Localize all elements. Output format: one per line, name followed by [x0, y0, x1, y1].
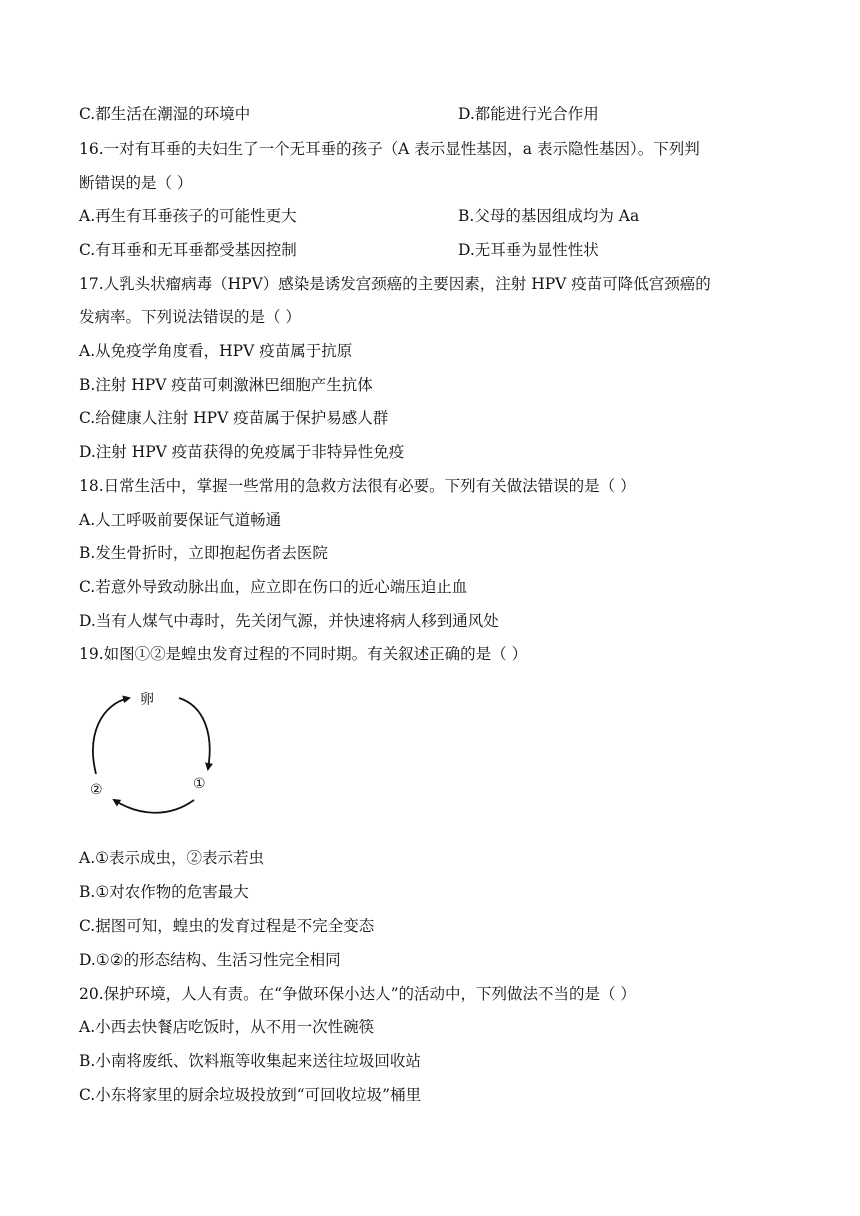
label-egg: 卵: [140, 692, 154, 708]
q16-option-a: A.再生有耳垂孩子的可能性更大: [79, 207, 297, 225]
q19-option-d: D.①②的形态结构、生活习性完全相同: [79, 951, 341, 969]
arrow-stage1-to-stage2: [114, 800, 194, 813]
q16-option-row1: [79, 206, 640, 226]
q18-option-b: B.发生骨折时，立即抱起伤者去医院: [79, 544, 328, 562]
label-stage1: ①: [193, 776, 206, 792]
q17-option-b: B.注射 HPV 疫苗可刺激淋巴细胞产生抗体: [79, 376, 373, 394]
q19-stem: 19.如图①②是蝗虫发育过程的不同时期。有关叙述正确的是（ ）: [79, 645, 528, 663]
q16-stem-line1: 16.一对有耳垂的夫妇生了一个无耳垂的孩子（A 表示显性基因，a 表示隐性基因）。下列判: [79, 140, 700, 158]
q18-stem: 18.日常生活中，掌握一些常用的急救方法很有必要。下列有关做法错误的是（ ）: [79, 477, 636, 495]
arrow-egg-to-stage1: [179, 698, 210, 769]
q20-option-a: A.小西去快餐店吃饭时，从不用一次性碗筷: [79, 1018, 375, 1036]
q20-stem: 20.保护环境，人人有责。在“争做环保小达人”的活动中，下列做法不当的是（ ）: [79, 985, 636, 1003]
label-stage2: ②: [90, 782, 103, 798]
q17-stem-line1: 17.人乳头状瘤病毒（HPV）感染是诱发宫颈癌的主要因素，注射 HPV 疫苗可降低宫颈癌的: [79, 275, 711, 293]
locust-life-cycle-diagram: [84, 684, 224, 814]
q17-stem-line2: 发病率。下列说法错误的是（ ）: [79, 308, 301, 326]
q19-option-c: C.据图可知，蝗虫的发育过程是不完全变态: [79, 917, 375, 935]
q15-option-row: [79, 104, 599, 124]
q18-option-a: A.人工呼吸前要保证气道畅通: [79, 511, 282, 529]
q17-option-c: C.给健康人注射 HPV 疫苗属于保护易感人群: [79, 409, 389, 427]
q20-option-b: B.小南将废纸、饮料瓶等收集起来送往垃圾回收站: [79, 1052, 421, 1070]
q15-option-c: C.都生活在潮湿的环境中: [79, 105, 251, 123]
q18-option-d: D.当有人煤气中毒时，先关闭气源，并快速将病人移到通风处: [79, 612, 499, 630]
q16-option-row2: [79, 240, 599, 260]
q16-option-d: D.无耳垂为显性性状: [458, 241, 599, 259]
q16-option-c: C.有耳垂和无耳垂都受基因控制: [79, 241, 297, 259]
q19-option-b: B.①对农作物的危害最大: [79, 883, 249, 901]
arrow-stage2-to-egg: [93, 698, 129, 774]
q20-option-c: C.小东将家里的厨余垃圾投放到“可回收垃圾”桶里: [79, 1086, 422, 1104]
q16-stem-line2: 断错误的是（ ）: [79, 174, 193, 192]
q17-option-a: A.从免疫学角度看，HPV 疫苗属于抗原: [79, 342, 353, 360]
q16-option-b: B.父母的基因组成均为 Aa: [458, 207, 640, 225]
q18-option-c: C.若意外导致动脉出血，应立即在伤口的近心端压迫止血: [79, 578, 468, 596]
q17-option-d: D.注射 HPV 疫苗获得的免疫属于非特异性免疫: [79, 443, 405, 461]
q19-option-a: A.①表示成虫，②表示若虫: [79, 849, 265, 867]
q15-option-d: D.都能进行光合作用: [458, 105, 599, 123]
